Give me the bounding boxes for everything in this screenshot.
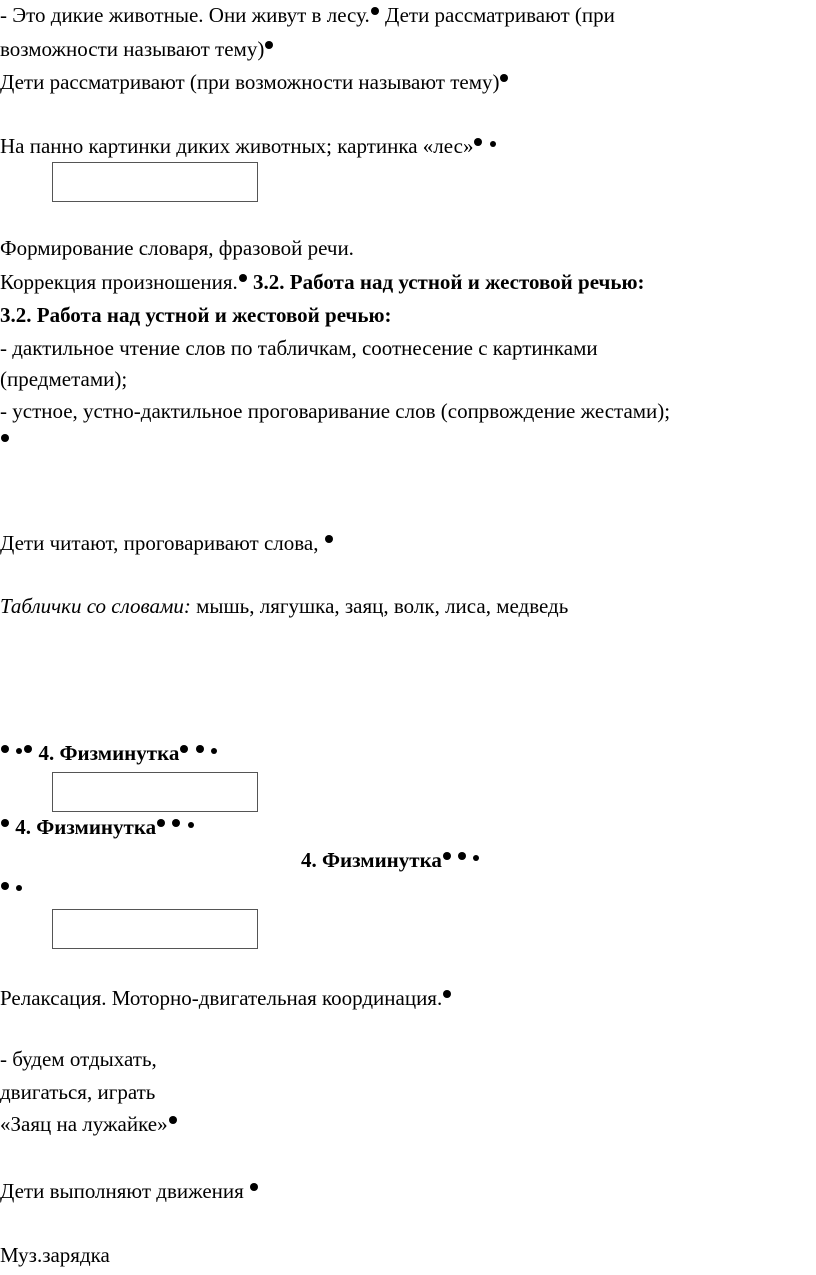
bullet-dot-icon [250, 1183, 258, 1191]
bullet-dot-icon [169, 1116, 177, 1124]
section-heading-3-2 [0, 302, 391, 328]
bullet-dot-icon [211, 748, 217, 754]
bullet-dot-icon [473, 855, 479, 861]
text-line-15 [301, 847, 480, 873]
empty-frame-3 [52, 909, 258, 949]
empty-frame-1 [52, 162, 258, 202]
bullet-dot-icon [490, 141, 496, 147]
text-line-16 [0, 985, 452, 1011]
text-line-3-text: Дети рассматривают (при возможности называют тему) [0, 70, 500, 94]
text-line-16-text: Релаксация. Моторно-двигательная координация. [0, 986, 443, 1010]
text-line-10 [0, 398, 670, 424]
text-line-6 [0, 269, 645, 295]
text-line-17 [0, 1046, 157, 1072]
text-line-19 [0, 1111, 178, 1137]
bullet-dot-icon [443, 852, 451, 860]
text-line-18 [0, 1079, 155, 1105]
text-line-1-part-b: Дети рассматривают (при [379, 3, 615, 27]
section-heading-3-2-text: 3.2. Работа над устной и жестовой речью: [0, 303, 392, 327]
text-line-20 [0, 1178, 259, 1204]
bullet-dot-icon [474, 138, 482, 146]
text-line-1 [0, 2, 615, 28]
text-line-9 [0, 366, 127, 392]
text-line-10-text: - устное, устно-дактильное проговаривание слов (сопрвождение жестами); [0, 399, 671, 423]
text-line-9-text: (предметами); [0, 367, 128, 391]
text-line-11 [0, 530, 334, 556]
text-line-21 [0, 1242, 110, 1268]
text-line-13 [0, 740, 218, 766]
bullet-dot-icon [172, 819, 180, 827]
words-label: Таблички со словами: [0, 594, 191, 618]
text-line-8-text: - дактильное чтение слов по табличкам, соотнесение с картинками [0, 336, 598, 360]
text-line-18-text: двигаться, играть [0, 1080, 156, 1104]
text-line-10b [0, 429, 10, 455]
bullet-dot-icon [16, 748, 22, 754]
bullet-dot-icon [1, 745, 9, 753]
section-heading-inline: 3.2. Работа над устной и жестовой речью: [247, 270, 645, 294]
empty-frame-2 [52, 772, 258, 812]
text-line-21-text: Муз.зарядка [0, 1243, 110, 1267]
bullet-dot-icon [325, 535, 333, 543]
bullet-dot-icon [24, 745, 32, 753]
text-line-5 [0, 235, 354, 261]
words-list: мышь, лягушка, заяц, волк, лиса, медведь [190, 594, 569, 618]
heading-fizminutka-2: 4. Физминутка [10, 815, 157, 839]
heading-fizminutka-1: 4. Физминутка [33, 741, 180, 765]
text-line-1-part-a: - Это дикие животные. Они живут в лесу. [0, 3, 370, 27]
text-line-17-text: - будем отдыхать, [0, 1047, 157, 1071]
text-line-6-part-a: Коррекция произношения. [0, 270, 238, 294]
bullet-dot-icon [157, 819, 165, 827]
bullet-dot-icon [196, 745, 204, 753]
bullet-dot-icon [239, 274, 247, 282]
text-line-15b [0, 877, 23, 903]
bullet-dot-icon [265, 41, 273, 49]
bullet-dot-icon [371, 7, 379, 15]
bullet-dot-icon [500, 74, 508, 82]
bullet-dot-icon [443, 990, 451, 998]
text-line-4-text: На панно картинки диких животных; картинка «лес» [0, 134, 474, 158]
bullet-dot-icon [16, 885, 22, 891]
text-line-2-text: возможности называют тему) [0, 37, 265, 61]
text-line-2 [0, 36, 274, 62]
heading-fizminutka-3: 4. Физминутка [301, 848, 442, 872]
bullet-dot-icon [1, 434, 9, 442]
text-line-14 [0, 814, 195, 840]
text-line-11-text: Дети читают, проговаривают слова, [0, 531, 319, 555]
text-line-19-text: «Заяц на лужайке» [0, 1112, 168, 1136]
text-line-4 [0, 133, 497, 159]
bullet-dot-icon [1, 882, 9, 890]
bullet-dot-icon [458, 852, 466, 860]
bullet-dot-icon [1, 819, 9, 827]
text-line-8 [0, 335, 598, 361]
bullet-dot-icon [180, 745, 188, 753]
text-line-12 [0, 593, 568, 619]
text-line-5-text: Формирование словаря, фразовой речи. [0, 236, 354, 260]
text-line-3 [0, 69, 509, 95]
bullet-dot-icon [188, 822, 194, 828]
text-line-20-text: Дети выполняют движения [0, 1179, 244, 1203]
